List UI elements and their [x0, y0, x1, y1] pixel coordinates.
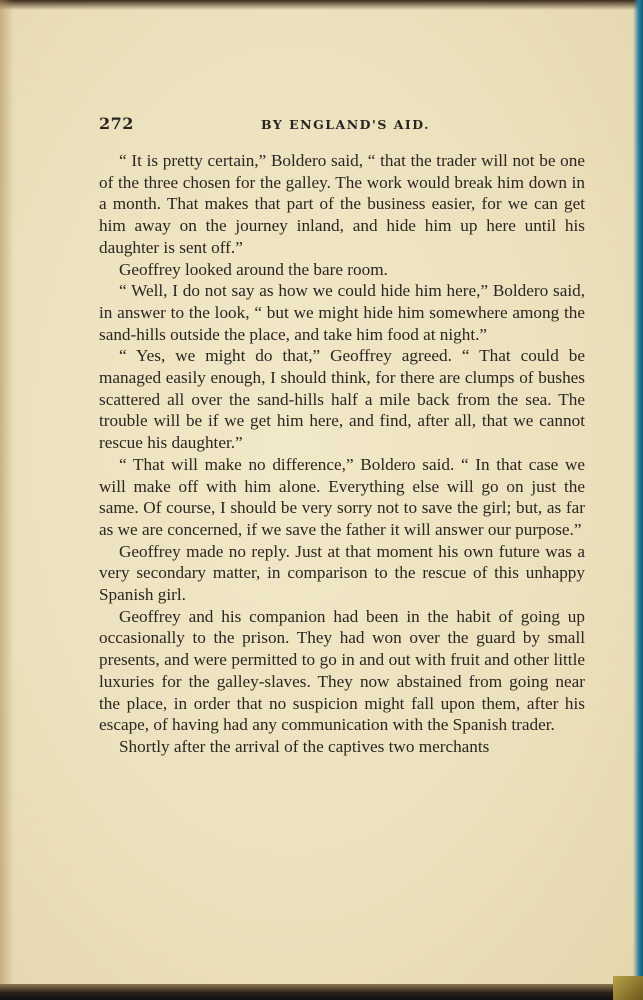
paragraph: Geoffrey and his companion had been in the habit of going up occasionally to the prison. They had won over the guard by small presents, and were permitted to go in and out with fruit and other little luxuries for the galley-slaves. They now abstained from going near the place, in order that no suspicion might fall upon them, after his escape, of having had any communication with the Spanish trader.: [99, 606, 585, 735]
body-text: [99, 150, 585, 758]
page-bottom-edge: [0, 984, 643, 1000]
paragraph: Geoffrey looked around the bare room.: [119, 259, 388, 279]
book-cover-edge: [633, 0, 643, 1000]
page-gutter-edge: [0, 0, 14, 1000]
page-top-shadow: [0, 0, 643, 10]
book-corner: [613, 976, 643, 1000]
paragraph: “ It is pretty certain,” Boldero said, “ that the trader will not be one of the three chosen for the galley. The work would break him down in a month. That makes that part of the business easier, for we can get him away on the journey inland, and hide him up here until his daughter is sent off.”: [99, 151, 585, 257]
page-number: 272: [99, 114, 134, 133]
page-header: [99, 114, 585, 136]
paragraph: Geoffrey made no reply. Just at that moment his own future was a very secondary matter, in comparison to the rescue of this unhappy Spanish girl.: [99, 541, 585, 605]
running-head: BY ENGLAND'S AID.: [261, 117, 430, 132]
paragraph: “ Yes, we might do that,” Geoffrey agreed. “ That could be managed easily enough, I should think, for there are clumps of bushes scattered all over the sand-hills half a mile back from the sea. The trouble will be if we get him here, and find, after all, that we cannot rescue his daughter.”: [99, 346, 585, 453]
paragraph: Shortly after the arrival of the captives two merchants: [119, 736, 490, 756]
paragraph: “ Well, I do not say as how we could hide him here,” Boldero said, in answer to the look, “ but we might hide him somewhere among the sand-hills outside the place, and take him food at night.”: [99, 281, 585, 344]
paragraph: “ That will make no difference,” Boldero said. “ In that case we will make off with him alone. Everything else will go on just the same. Of course, I should be very sorry not to save the girl; but, as far as we are concerned, if we save the father it will answer our purpose.”: [99, 454, 585, 539]
